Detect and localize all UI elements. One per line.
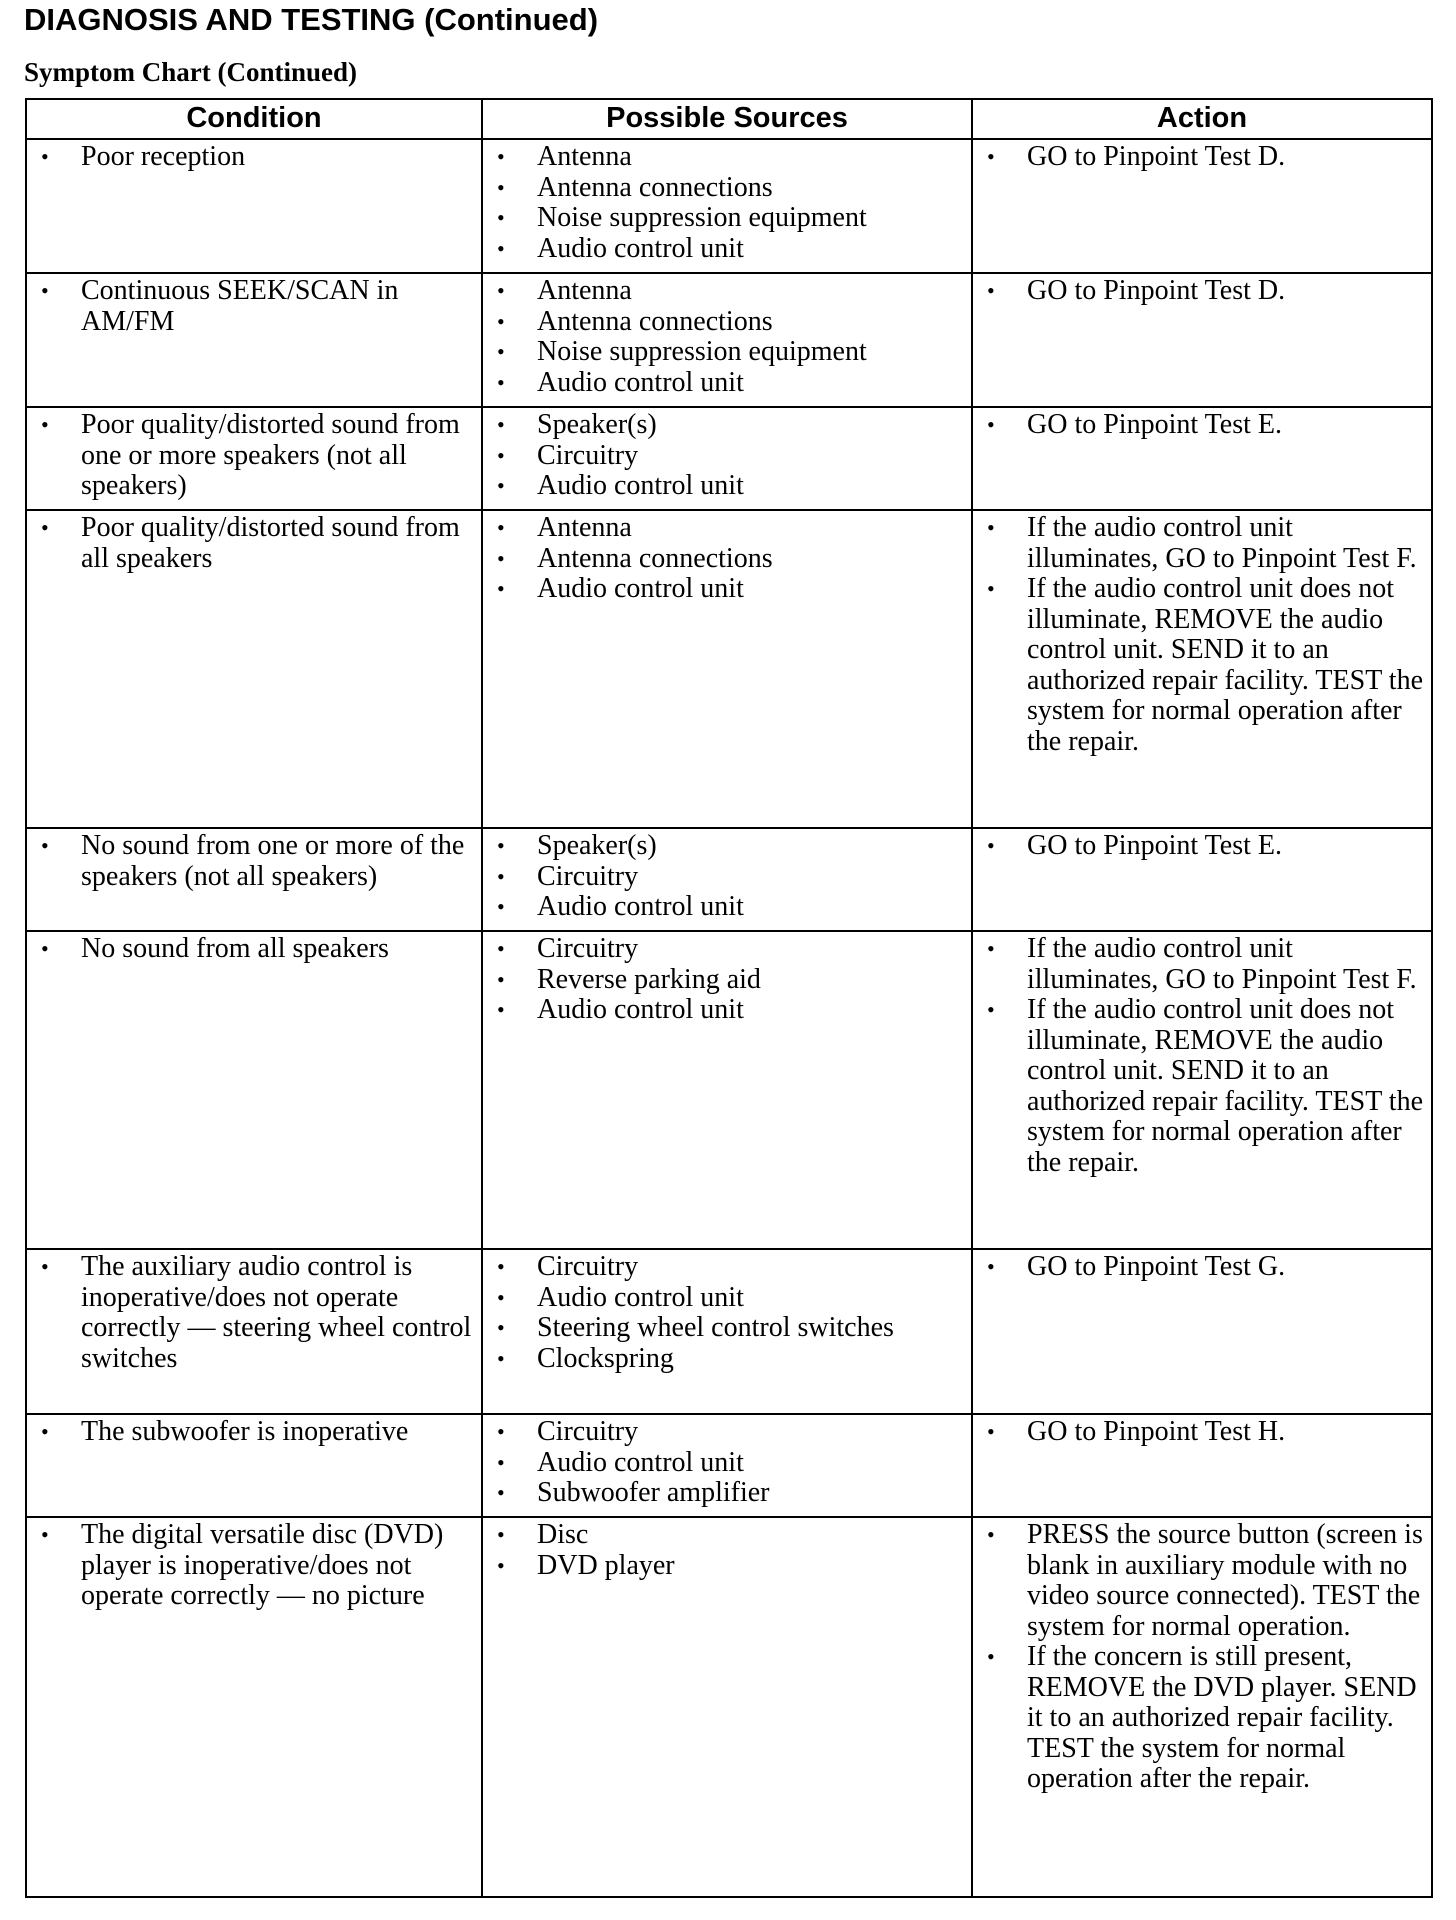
source-item: • Audio control unit	[491, 574, 963, 605]
table-row	[26, 139, 1432, 273]
condition-text: • No sound from all speakers	[35, 934, 473, 965]
condition-cell	[26, 510, 482, 828]
source-item: • Noise suppression equipment	[491, 203, 963, 234]
table-row	[26, 1517, 1432, 1897]
table-row	[26, 1414, 1432, 1517]
source-item: • Speaker(s)	[491, 831, 963, 862]
action-cell	[972, 510, 1432, 828]
table-row	[26, 273, 1432, 407]
source-item: • Noise suppression equipment	[491, 337, 963, 368]
source-item: • Antenna	[491, 276, 963, 307]
table-row	[26, 828, 1432, 931]
table-row	[26, 407, 1432, 510]
table-header-row	[26, 99, 1432, 139]
sources-cell	[482, 139, 972, 273]
condition-cell	[26, 407, 482, 510]
source-item: • DVD player	[491, 1551, 963, 1582]
action-cell	[972, 1249, 1432, 1414]
column-header-action: Action	[972, 99, 1432, 139]
sources-cell	[482, 510, 972, 828]
action-cell	[972, 407, 1432, 510]
condition-text: • No sound from one or more of the speakers (not all speakers)	[35, 831, 473, 892]
action-cell	[972, 1414, 1432, 1517]
source-item: • Antenna connections	[491, 544, 963, 575]
source-item: • Antenna connections	[491, 173, 963, 204]
action-cell	[972, 139, 1432, 273]
page-title: DIAGNOSIS AND TESTING (Continued)	[24, 2, 599, 37]
symptom-table	[25, 98, 1433, 1898]
source-item: • Circuitry	[491, 862, 963, 893]
action-item: • GO to Pinpoint Test E.	[981, 410, 1423, 441]
sources-cell	[482, 828, 972, 931]
source-item: • Reverse parking aid	[491, 965, 963, 996]
source-item: • Circuitry	[491, 1417, 963, 1448]
action-item: • If the audio control unit illuminates, GO to Pinpoint Test F.	[981, 934, 1423, 995]
source-item: • Circuitry	[491, 1252, 963, 1283]
source-item: • Speaker(s)	[491, 410, 963, 441]
sources-cell	[482, 1517, 972, 1897]
sources-cell	[482, 1249, 972, 1414]
sources-cell	[482, 931, 972, 1249]
action-item: • If the concern is still present, REMOVE the DVD player. SEND it to an authorized repair facility. TEST the system for normal operation after the repair.	[981, 1642, 1423, 1795]
column-header-possible-sources: Possible Sources	[482, 99, 972, 139]
source-item: • Subwoofer amplifier	[491, 1478, 963, 1509]
condition-cell	[26, 139, 482, 273]
source-item: • Disc	[491, 1520, 963, 1551]
action-item: • If the audio control unit does not illuminate, REMOVE the audio control unit. SEND it to an authorized repair facility. TEST the system for normal operation after the repair.	[981, 995, 1423, 1178]
source-item: • Audio control unit	[491, 234, 963, 265]
chart-title: Symptom Chart (Continued)	[24, 57, 358, 87]
table-row	[26, 931, 1432, 1249]
action-item: • PRESS the source button (screen is blank in auxiliary module with no video source connected). TEST the system for normal operation.	[981, 1520, 1423, 1642]
source-item: • Circuitry	[491, 441, 963, 472]
source-item: • Audio control unit	[491, 1448, 963, 1479]
source-item: • Steering wheel control switches	[491, 1313, 963, 1344]
source-item: • Audio control unit	[491, 368, 963, 399]
condition-cell	[26, 1249, 482, 1414]
condition-text: • Poor quality/distorted sound from one or more speakers (not all speakers)	[35, 410, 473, 502]
condition-text: • The digital versatile disc (DVD) player is inoperative/does not operate correctly — no picture	[35, 1520, 473, 1612]
action-item: • If the audio control unit illuminates, GO to Pinpoint Test F.	[981, 513, 1423, 574]
condition-text: • The auxiliary audio control is inoperative/does not operate correctly — steering wheel control switches	[35, 1252, 473, 1374]
condition-cell	[26, 273, 482, 407]
source-item: • Antenna	[491, 142, 963, 173]
action-item: • GO to Pinpoint Test E.	[981, 831, 1423, 862]
action-item: • GO to Pinpoint Test G.	[981, 1252, 1423, 1283]
action-item: • If the audio control unit does not illuminate, REMOVE the audio control unit. SEND it to an authorized repair facility. TEST the system for normal operation after the repair.	[981, 574, 1423, 757]
source-item: • Antenna connections	[491, 307, 963, 338]
sources-cell	[482, 407, 972, 510]
source-item: • Audio control unit	[491, 995, 963, 1026]
source-item: • Circuitry	[491, 934, 963, 965]
action-item: • GO to Pinpoint Test D.	[981, 276, 1423, 307]
table-row	[26, 510, 1432, 828]
action-item: • GO to Pinpoint Test H.	[981, 1417, 1423, 1448]
condition-cell	[26, 931, 482, 1249]
table-row	[26, 1249, 1432, 1414]
sources-cell	[482, 273, 972, 407]
condition-text: • The subwoofer is inoperative	[35, 1417, 473, 1448]
sources-cell	[482, 1414, 972, 1517]
source-item: • Audio control unit	[491, 892, 963, 923]
action-cell	[972, 931, 1432, 1249]
action-cell	[972, 273, 1432, 407]
action-cell	[972, 828, 1432, 931]
condition-text: • Poor quality/distorted sound from all speakers	[35, 513, 473, 574]
condition-cell	[26, 1517, 482, 1897]
source-item: • Audio control unit	[491, 1283, 963, 1314]
column-header-condition: Condition	[26, 99, 482, 139]
source-item: • Antenna	[491, 513, 963, 544]
condition-text: • Poor reception	[35, 142, 473, 173]
condition-cell	[26, 828, 482, 931]
condition-cell	[26, 1414, 482, 1517]
source-item: • Clockspring	[491, 1344, 963, 1375]
source-item: • Audio control unit	[491, 471, 963, 502]
action-item: • GO to Pinpoint Test D.	[981, 142, 1423, 173]
action-cell	[972, 1517, 1432, 1897]
condition-text: • Continuous SEEK/SCAN in AM/FM	[35, 276, 473, 337]
